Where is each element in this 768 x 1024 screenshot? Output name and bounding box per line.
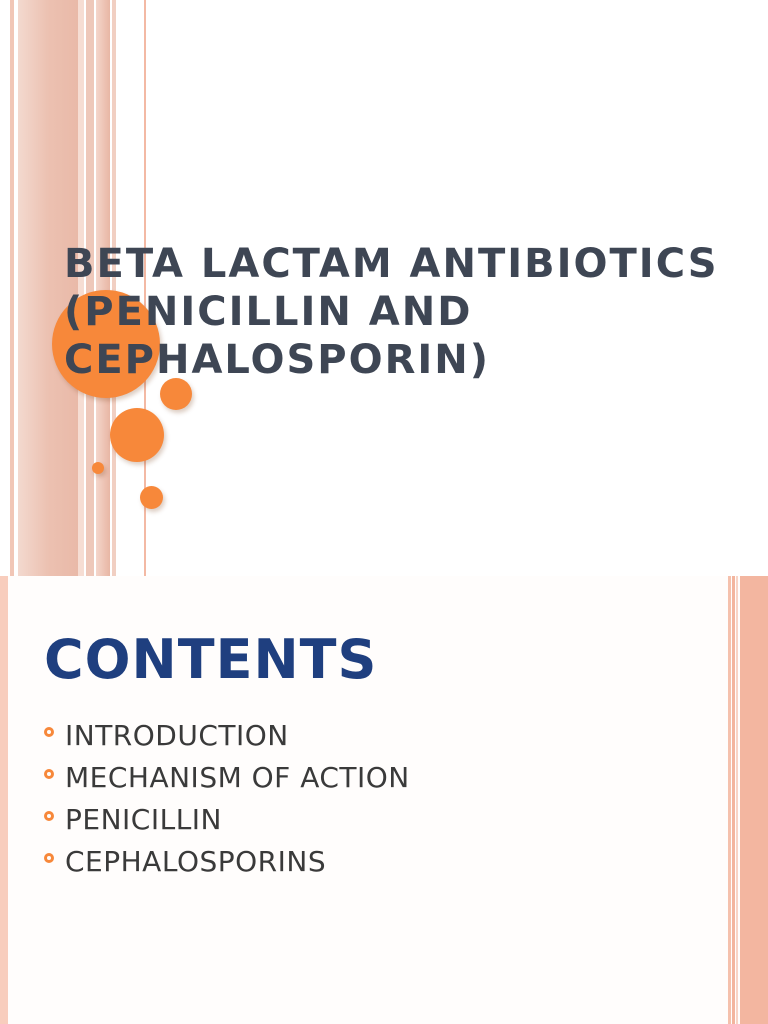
contents-slide xyxy=(0,576,768,1024)
medium-orange-circle xyxy=(110,408,164,462)
list-item-label: CEPHALOSPORINS xyxy=(65,844,327,878)
slide-title: BETA LACTAM ANTIBIOTICS (PENICILLIN AND CEPHALOSPORIN) xyxy=(64,241,719,383)
small-orange-circle-bottom xyxy=(140,486,163,509)
list-item xyxy=(44,756,410,798)
list-item-label: MECHANISM OF ACTION xyxy=(65,760,410,794)
list-item xyxy=(44,798,410,840)
left-accent-stripe xyxy=(0,576,8,1024)
list-item xyxy=(44,714,410,756)
hollow-circle-bullet-icon xyxy=(44,811,54,821)
hollow-circle-bullet-icon xyxy=(44,853,54,863)
right-stripe-decoration xyxy=(728,576,768,1024)
list-item xyxy=(44,840,410,882)
hollow-circle-bullet-icon xyxy=(44,727,54,737)
tiny-orange-circle xyxy=(92,462,104,474)
contents-list xyxy=(44,714,410,882)
list-item-label: INTRODUCTION xyxy=(65,718,289,752)
list-item-label: PENICILLIN xyxy=(65,802,222,836)
hollow-circle-bullet-icon xyxy=(44,769,54,779)
contents-heading: CONTENTS xyxy=(44,628,378,691)
